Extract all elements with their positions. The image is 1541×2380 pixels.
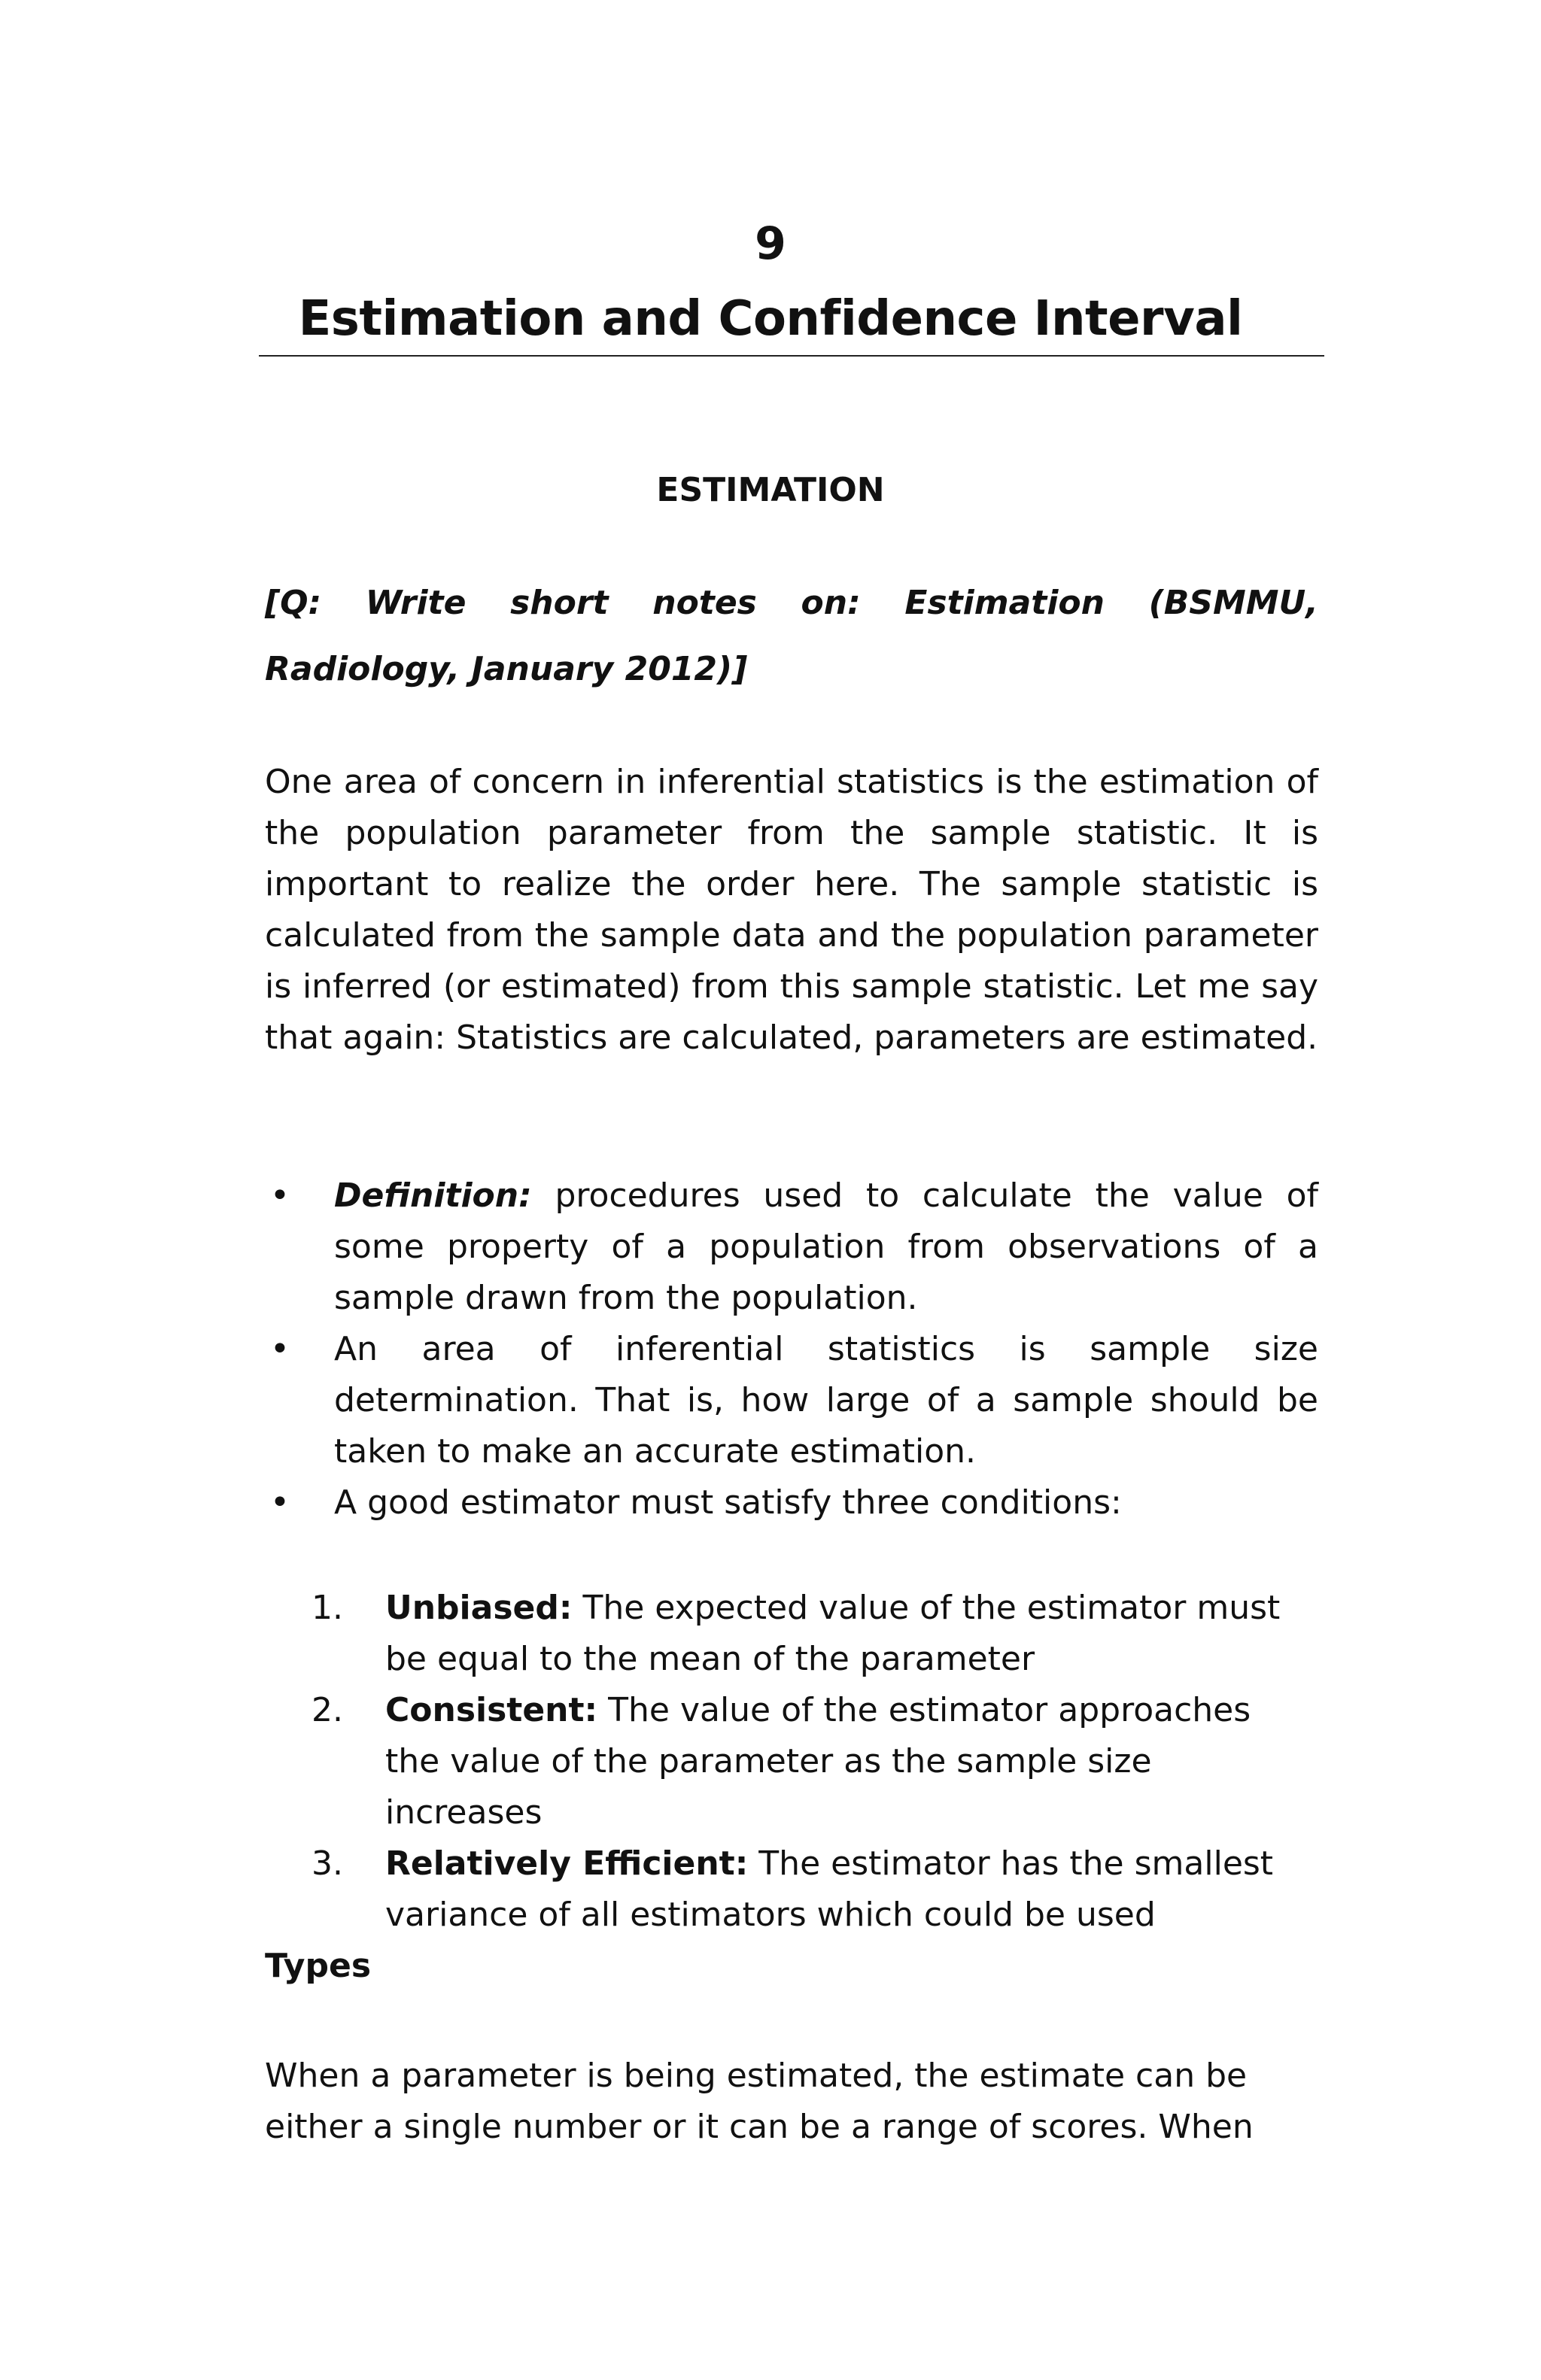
- intro-paragraph: One area of concern in inferential statistics is the estimation of the population parameter from the sample statistic. It is important to realize the order here. The sample statistic is calculated from the sample data and the population parameter is inferred (or estimated) from this sample statistic. Let me say that again: Statistics are calculated, parameters are estimated.: [265, 763, 1318, 1057]
- condition-term: Relatively Efficient:: [385, 1844, 749, 1883]
- conditions-list: [265, 1583, 1318, 1941]
- bullet-text: An area of inferential statistics is sample size determination. That is, how large of a sample should be taken to make an accurate estimation.: [334, 1330, 1318, 1471]
- condition-text: The estimator has the smallest variance of all estimators which could be used: [385, 1844, 1274, 1934]
- condition-number: 3.: [312, 1844, 343, 1883]
- condition-term: Consistent:: [385, 1691, 598, 1729]
- condition-item-efficient: [265, 1838, 1318, 1941]
- bullet-text: A good estimator must satisfy three conditions:: [334, 1483, 1122, 1522]
- condition-item-unbiased: [265, 1583, 1318, 1685]
- condition-number: 2.: [312, 1691, 343, 1729]
- types-paragraph: When a parameter is being estimated, the estimate can be either a single number or it can be a range of scores. When: [265, 2057, 1254, 2146]
- bullet-list: [265, 1170, 1318, 1528]
- condition-text: The value of the estimator approaches the value of the parameter as the sample size increases: [385, 1691, 1251, 1832]
- condition-number: 1.: [312, 1589, 343, 1627]
- condition-text: The expected value of the estimator must be equal to the mean of the parameter: [385, 1589, 1281, 1678]
- bullet-item-sample-size: [265, 1324, 1318, 1477]
- bullet-dot-icon: •: [270, 1176, 290, 1215]
- bullet-dot-icon: •: [270, 1330, 290, 1368]
- definition-term: Definition:: [334, 1176, 532, 1215]
- bullet-item-definition: [265, 1170, 1318, 1324]
- title-rule: [259, 355, 1324, 357]
- condition-item-consistent: [265, 1685, 1318, 1838]
- condition-term: Unbiased:: [385, 1589, 573, 1627]
- chapter-number: 9: [755, 217, 786, 270]
- definition-text: procedures used to calculate the value of some property of a population from observations of a sample drawn from the population.: [334, 1176, 1318, 1317]
- question-note: [Q: Write short notes on: Estimation (BSMMU, Radiology, January 2012)]: [265, 584, 1318, 688]
- chapter-title: Estimation and Confidence Interval: [298, 291, 1243, 347]
- bullet-dot-icon: •: [270, 1483, 290, 1522]
- bullet-item-good-estimator: [265, 1477, 1318, 1528]
- types-heading: Types: [265, 1947, 372, 1985]
- section-heading: ESTIMATION: [656, 471, 885, 509]
